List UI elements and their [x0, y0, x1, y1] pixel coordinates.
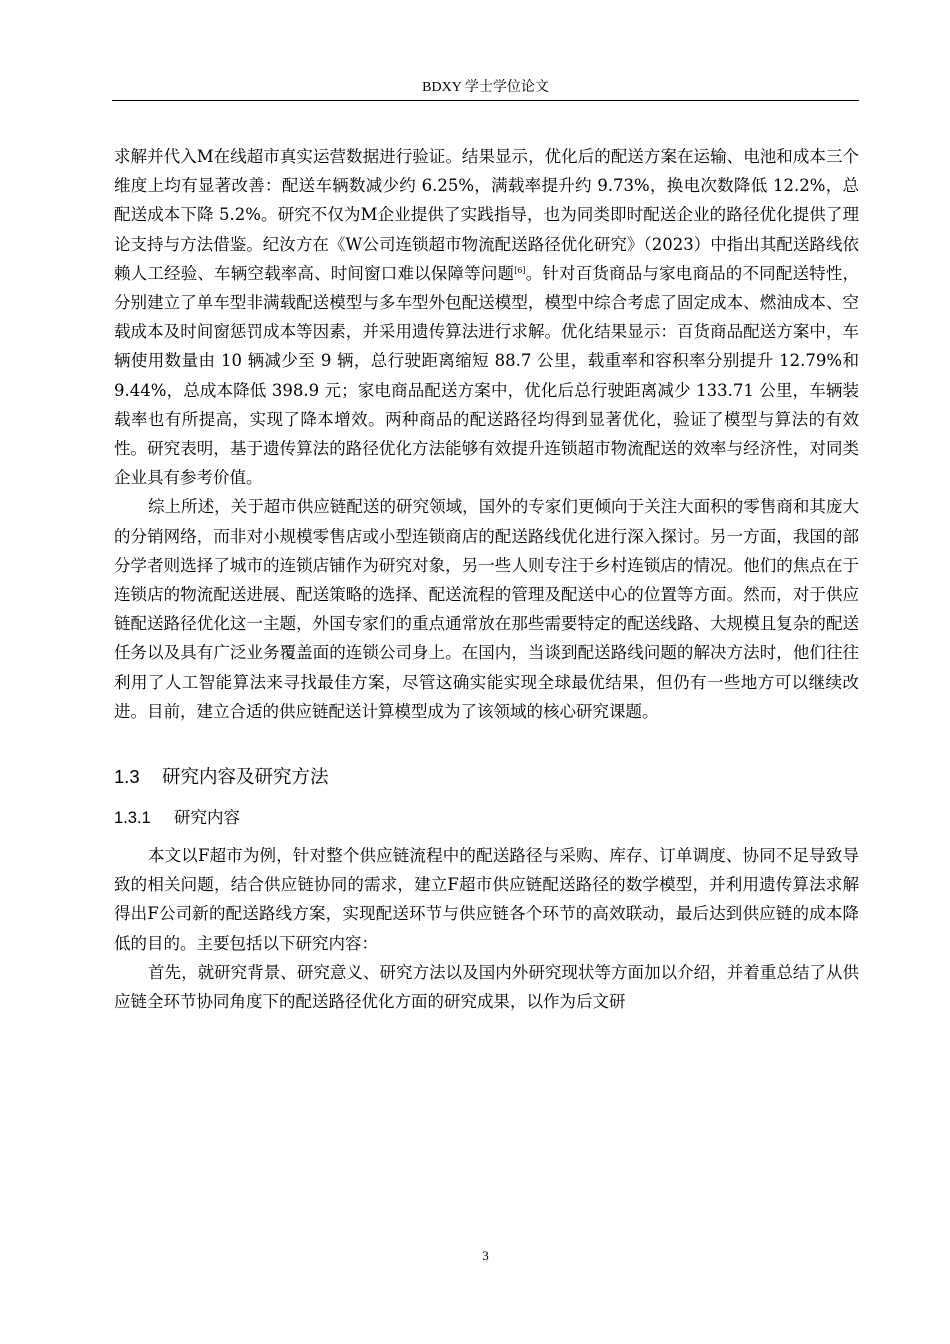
- header-rule: [112, 100, 859, 101]
- citation-6[interactable]: [6]: [514, 265, 526, 275]
- subsection-title: 研究内容: [174, 808, 240, 828]
- running-header: BDXY 学士学位论文: [422, 80, 549, 95]
- page-number: 3: [482, 1248, 489, 1263]
- paragraph-1: [114, 142, 859, 492]
- page-body: [114, 142, 859, 1016]
- section-title: 研究内容及研究方法: [162, 767, 329, 789]
- paragraph-1-text-a: 求解并代入M在线超市真实运营数据进行验证。结果显示，优化后的配送方案在运输、电池和成本三个维度上均有显著改善：配送车辆数减少约 6.25%，满载率提升约 9.73%，换电次数降低 12.2%，总配送成本下降 5.2%。研究不仅为M企业提供了实践指导，也为同类即时配送企业的路径优化提供了理论支持与方法借鉴。纪汝方在《W公司连锁超市物流配送路径优化研究》（2023）中指出其配送路线依赖人工经验、车辆空载率高、时间窗口难以保障等问题: [114, 147, 859, 283]
- section-number: 1.3: [114, 766, 140, 788]
- subsection-heading: [114, 804, 859, 832]
- paragraph-3: 本文以F超市为例，针对整个供应链流程中的配送路径与采购、库存、订单调度、协同不足导致导致的相关问题，结合供应链协同的需求，建立F超市供应链配送路径的数学模型，并利用遗传算法求解得出F公司新的配送路线方案，实现配送环节与供应链各个环节的高效联动，最后达到供应链的成本降低的目的。主要包括以下研究内容：: [114, 846, 859, 953]
- paragraph-1-text-b: 。针对百货商品与家电商品的不同配送特性，分别建立了单车型非满载配送模型与多车型外包配送模型，模型中综合考虑了固定成本、燃油成本、空载成本及时间窗惩罚成本等因素，并采用遗传算法进行求解。优化结果显示：百货商品配送方案中，车辆使用数量由 10 辆减少至 9 辆，总行驶距离缩短 88.7 公里，载重率和容积率分别提升 12.79%和 9.44%，总成本降低 398.9 元；家电商品配送方案中，优化后总行驶距离减少 133.71 公里，车辆装载率也有所提高，实现了降本增效。两种商品的配送路径均得到显著优化，验证了模型与算法的有效性。研究表明，基于遗传算法的路径优化方法能够有效提升连锁超市物流配送的效率与经济性，对同类企业具有参考价值。: [114, 263, 860, 488]
- paragraph-4: 首先，就研究背景、研究意义、研究方法以及国内外研究现状等方面加以介绍，并着重总结了从供应链全环节协同角度下的配送路径优化方面的研究成果，以作为后文研: [114, 962, 859, 1012]
- subsection-number: 1.3.1: [114, 809, 151, 828]
- paragraph-2: 综上所述，关于超市供应链配送的研究领域，国外的专家们更倾向于关注大面积的零售商和其庞大的分销网络，而非对小规模零售店或小型连锁商店的配送路线优化进行深入探讨。另一方面，我国的部分学者则选择了城市的连锁店铺作为研究对象，另一些人则专注于乡村连锁店的情况。他们的焦点在于连锁店的物流配送进展、配送策略的选择、配送流程的管理及配送中心的位置等方面。然而，对于供应链配送路径优化这一主题，外国专家们的重点通常放在那些需要特定的配送线路、大规模且复杂的配送任务以及具有广泛业务覆盖面的连锁公司身上。在国内，当谈到配送路线问题的解决方法时，他们往往利用了人工智能算法来寻找最佳方案，尽管这确实能实现全球最优结果，但仍有一些地方可以继续改进。目前，建立合适的供应链配送计算模型成为了该领域的核心研究课题。: [114, 497, 859, 721]
- section-heading: [114, 762, 859, 792]
